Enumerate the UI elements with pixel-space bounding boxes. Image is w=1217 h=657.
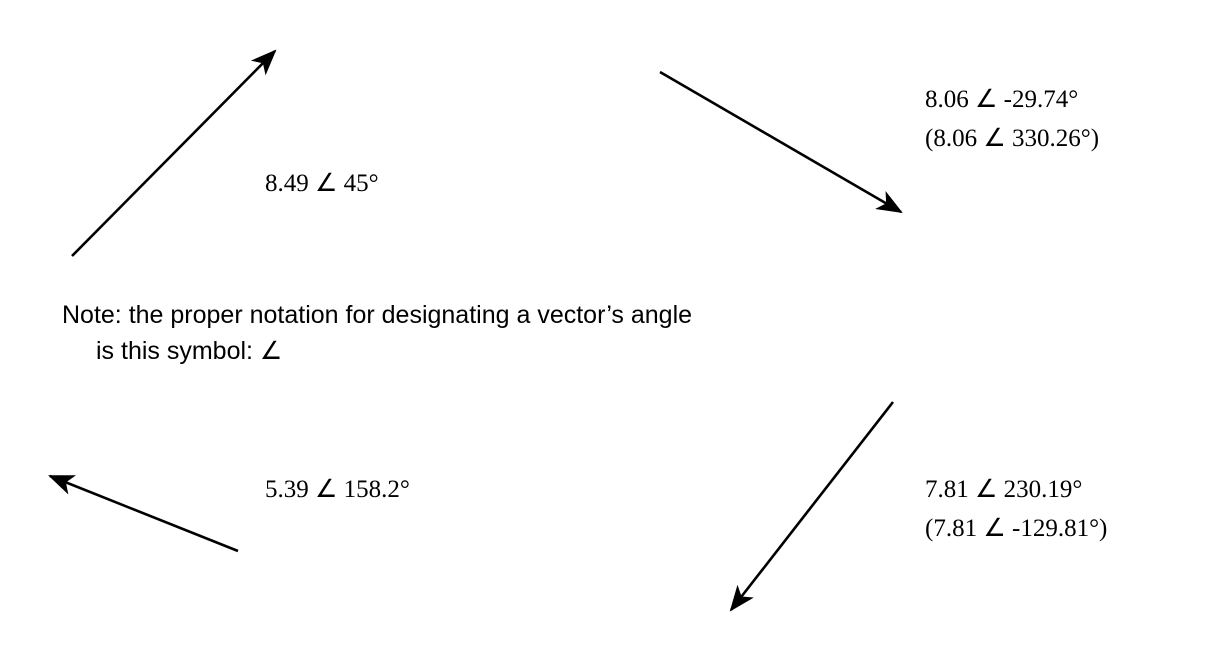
vector-arrow-up-left	[50, 476, 238, 551]
vector-label-up-left: 5.39 ∠ 158.2°	[265, 476, 410, 503]
vector-label-down-left-primary: 7.81 ∠ 230.19°	[925, 476, 1083, 503]
vector-arrow-up-right	[72, 51, 275, 256]
notation-note-line1: Note: the proper notation for designating a vector’s angle	[62, 301, 693, 329]
notation-note	[62, 297, 692, 370]
vector-arrow-down-right	[660, 72, 901, 212]
vector-label-down-left-alt: (7.81 ∠ -129.81°)	[925, 515, 1108, 542]
vector-label-down-right-primary: 8.06 ∠ -29.74°	[925, 86, 1079, 113]
vector-label-down-right-alt: (8.06 ∠ 330.26°)	[925, 125, 1100, 152]
vector-arrow-down-left	[731, 402, 893, 610]
notation-note-line2: is this symbol: ∠	[96, 337, 283, 366]
vector-label-up-right: 8.49 ∠ 45°	[265, 170, 379, 197]
